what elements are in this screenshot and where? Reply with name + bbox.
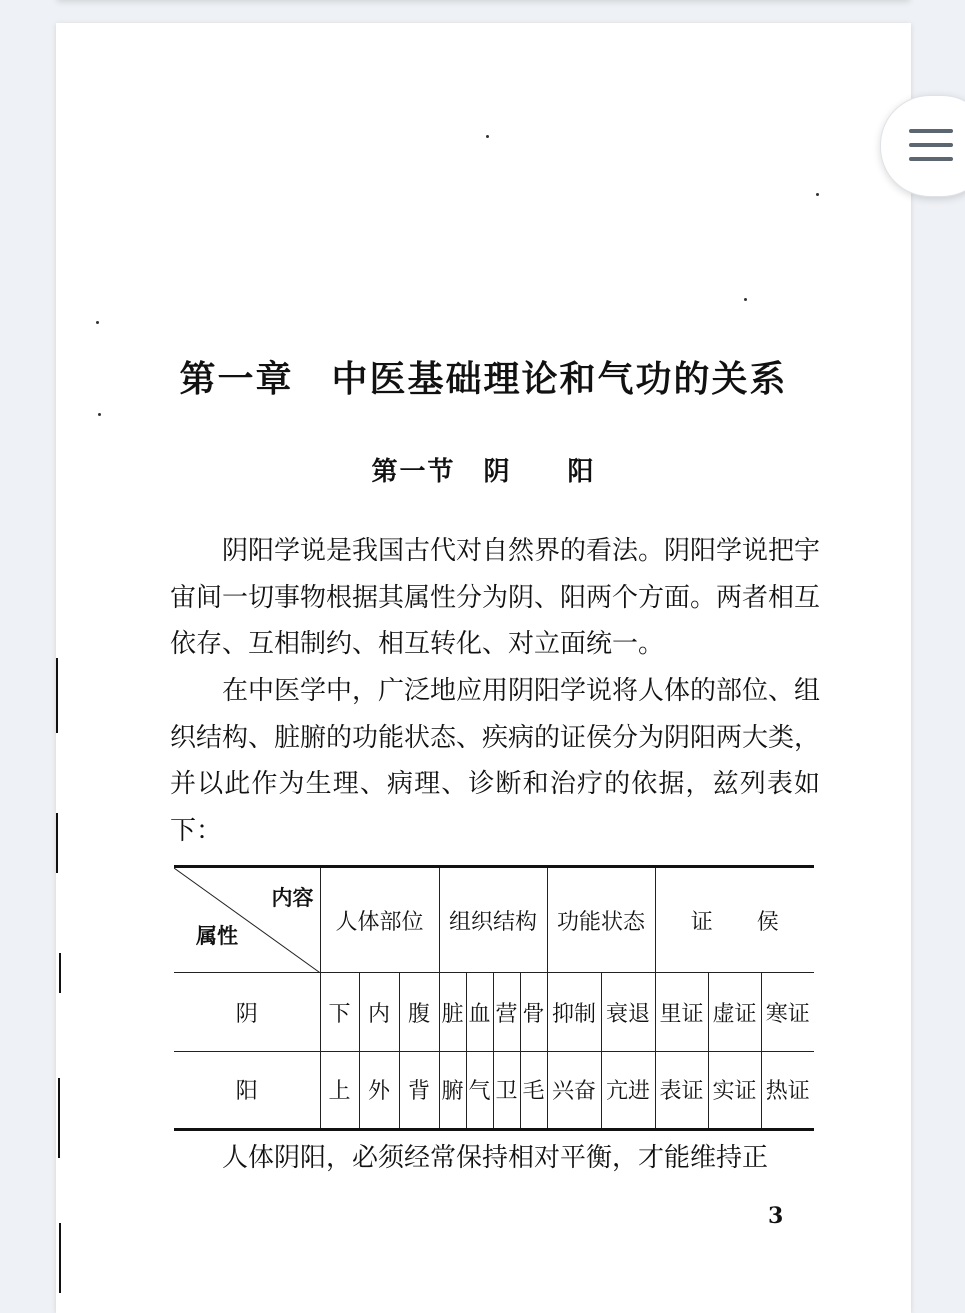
table-cell: 腑 xyxy=(439,1051,466,1129)
scan-speck xyxy=(486,135,489,138)
scan-speck xyxy=(96,321,99,324)
scan-speck xyxy=(816,193,819,196)
table-header-row xyxy=(174,867,814,973)
table-cell: 内 xyxy=(359,973,399,1051)
table-corner-cell xyxy=(174,867,320,973)
row-label: 阴 xyxy=(174,973,320,1051)
scan-artifact xyxy=(59,1223,61,1293)
table-cell: 背 xyxy=(399,1051,439,1129)
scan-artifact xyxy=(58,1078,60,1158)
table-row xyxy=(174,973,814,1051)
table-cell: 抑制 xyxy=(547,973,601,1051)
chapter-title: 第一章 中医基础理论和气功的关系 xyxy=(179,358,788,400)
table-cell: 虚证 xyxy=(708,973,761,1051)
table-cell: 外 xyxy=(359,1051,399,1129)
table-cell: 里证 xyxy=(655,973,708,1051)
section-title: 第一节 阴 阳 xyxy=(371,457,596,487)
table-cell: 腹 xyxy=(399,973,439,1051)
table-cell: 寒证 xyxy=(761,973,814,1051)
table-cell: 衰退 xyxy=(601,973,655,1051)
table-cell: 气 xyxy=(466,1051,493,1129)
table-cell: 营 xyxy=(493,973,520,1051)
table-cell: 热证 xyxy=(761,1051,814,1129)
page-number: 3 xyxy=(768,1203,784,1229)
table-cell: 兴奋 xyxy=(547,1051,601,1129)
document-page xyxy=(56,23,911,1313)
paragraph-1 xyxy=(170,528,820,668)
table-cell: 卫 xyxy=(493,1051,520,1129)
row-label: 阳 xyxy=(174,1051,320,1129)
table-cell: 上 xyxy=(320,1051,359,1129)
table-cell: 脏 xyxy=(439,973,466,1051)
table-cell: 实证 xyxy=(708,1051,761,1129)
paragraph-text: 人体阴阳，必须经常保持相对平衡，才能维持正 xyxy=(222,1143,769,1173)
scan-artifact xyxy=(56,658,58,733)
table-cell: 毛 xyxy=(520,1051,547,1129)
scan-speck xyxy=(744,298,747,301)
table-cell: 表证 xyxy=(655,1051,708,1129)
paragraph-3 xyxy=(170,1135,820,1182)
paragraph-2 xyxy=(170,668,820,854)
table-cell: 血 xyxy=(466,973,493,1051)
table-header-cell: 组织结构 xyxy=(439,867,547,973)
paragraph-text: 在中医学中，广泛地应用阴阳学说将人体的部位、组织结构、脏腑的功能状态、疾病的证侯分为阴阳两大类，并以此作为生理、病理、诊断和治疗的依据，兹列表如下： xyxy=(170,676,821,846)
table-row xyxy=(174,1051,814,1129)
table-cell: 下 xyxy=(320,973,359,1051)
scan-artifact xyxy=(56,813,58,873)
table-cell: 骨 xyxy=(520,973,547,1051)
corner-label-attribute: 属性 xyxy=(196,923,238,949)
scan-speck xyxy=(98,413,101,416)
table-header-cell: 证 侯 xyxy=(655,867,814,973)
corner-label-content: 内容 xyxy=(271,885,314,910)
table-header-cell: 功能状态 xyxy=(547,867,655,973)
yin-yang-table xyxy=(174,865,814,1131)
paragraph-text: 阴阳学说是我国古代对自然界的看法。阴阳学说把宇宙间一切事物根据其属性分为阴、阳两个方面。两者相互依存、互相制约、相互转化、对立面统一。 xyxy=(170,536,821,659)
table-header-cell: 人体部位 xyxy=(320,867,439,973)
scan-artifact xyxy=(59,953,61,993)
table-cell: 亢进 xyxy=(601,1051,655,1129)
